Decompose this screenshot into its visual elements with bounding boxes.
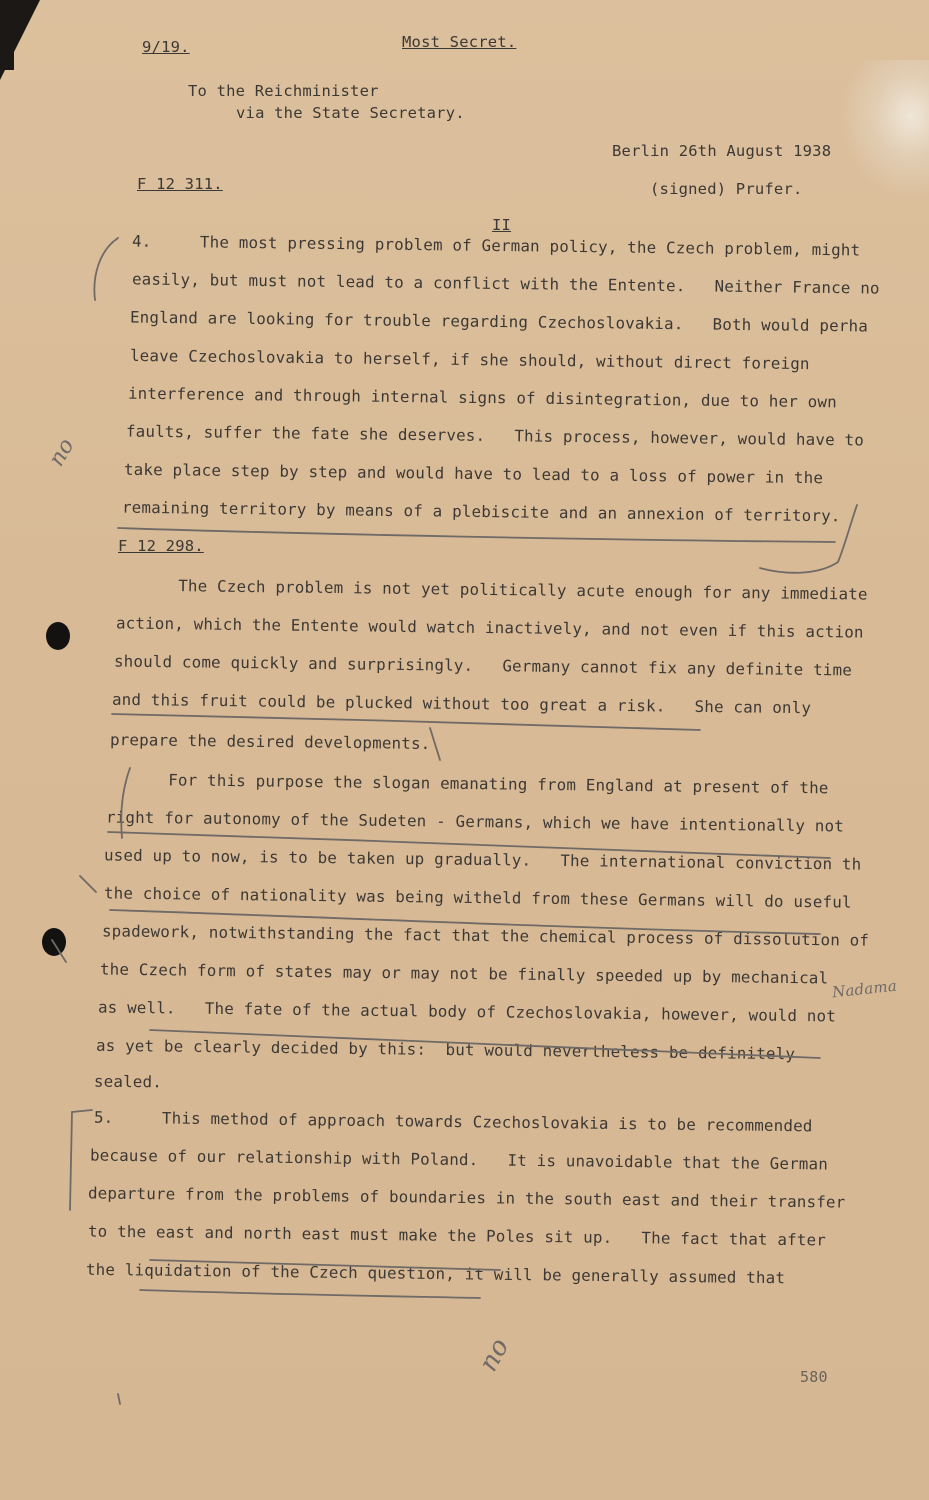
text-line: 5. This method of approach towards Czechoslovakia is to be recommended: [93, 1107, 813, 1136]
section-numeral: II: [492, 216, 512, 234]
text-line: interference and through internal signs of disintegration, due to her own: [127, 383, 837, 412]
text-line: leave Czechoslovakia to herself, if she should, without direct foreign: [129, 345, 810, 374]
margin-tick-1: [80, 876, 96, 892]
text-line: faults, suffer the fate she deserves. This process, however, would have to: [125, 421, 865, 450]
text-line: departure from the problems of boundaries in the south east and their transfer: [87, 1183, 846, 1212]
margin-bracket-para4: [94, 238, 118, 300]
underline-czech-question: [140, 1290, 480, 1298]
text-line: England are looking for trouble regarding Czechoslovakia. Both would perha: [129, 307, 869, 336]
text-line: the choice of nationality was being witheld from these Germans will do useful: [103, 883, 852, 912]
text-line: right for autonomy of the Sudeten - Germans, which we have intentionally not: [105, 807, 845, 836]
text-line: because of our relationship with Poland. It is unavoidable that the German: [89, 1145, 829, 1174]
classification-heading: Most Secret.: [402, 33, 517, 51]
text-line: 4. The most pressing problem of German policy, the Czech problem, might: [131, 231, 861, 260]
text-line: as well. The fate of the actual body of Czechoslovakia, however, would not: [97, 997, 837, 1026]
text-line: the liquidation of the Czech question, it will be generally assumed that: [85, 1259, 786, 1288]
underline-remaining-territory: [118, 528, 835, 542]
text-line: used up to now, is to be taken up gradually. The international conviction th: [103, 845, 862, 874]
text-line: take place step by step and would have to lead to a loss of power in the: [123, 459, 824, 488]
paper-tear-mark: [839, 60, 929, 200]
underline-fruit-plucked: [112, 714, 700, 730]
text-line: The Czech problem is not yet politically acute enough for any immediate: [119, 575, 868, 604]
signature-line: (signed) Prufer.: [650, 180, 803, 198]
handwritten-bottom-note: no: [473, 1333, 516, 1377]
text-line: the Czech form of states may or may not be finally speeded up by mechanical: [99, 959, 829, 988]
addressee-line-1: To the Reichminister: [188, 82, 379, 100]
scan-corner-shadow: [0, 0, 40, 80]
closing-bracket-para4: [838, 505, 857, 562]
text-line: easily, but must not lead to a conflict with the Entente. Neither France no: [131, 269, 880, 298]
handwritten-margin-note: no: [44, 434, 80, 471]
text-line: and this fruit could be plucked without too great a risk. She can only: [111, 689, 812, 718]
margin-bracket-para5: [70, 1112, 72, 1210]
text-line: as yet be clearly decided by this: but would nevertheless be definitely: [95, 1035, 796, 1064]
text-line: to the east and north east must make the Poles sit up. The fact that after: [87, 1221, 827, 1250]
place-and-date: Berlin 26th August 1938: [612, 142, 832, 160]
margin-bracket-para5-top: [72, 1110, 92, 1112]
slash-without: [430, 728, 440, 760]
text-line: should come quickly and surprisingly. Germany cannot fix any definite time: [113, 651, 853, 680]
punch-hole-top: [46, 622, 70, 650]
text-line: For this purpose the slogan emanating from England at present of the: [109, 769, 829, 798]
file-number-2: F 12 298.: [118, 537, 204, 555]
text-line: spadework, notwithstanding the fact that the chemical process of dissolution of: [101, 921, 870, 950]
text-line: sealed.: [93, 1071, 163, 1092]
text-line: remaining territory by means of a plebiscite and an annexion of territory.: [121, 497, 841, 526]
page-number: 580: [800, 1368, 828, 1386]
text-line: action, which the Entente would watch inactively, and not even if this action: [115, 613, 864, 642]
punch-hole-bottom: [42, 928, 66, 956]
addressee-line-2: via the State Secretary.: [236, 104, 465, 122]
text-line: prepare the desired developments.: [109, 730, 431, 753]
margin-tick-left: [118, 1394, 120, 1404]
handwritten-margin-word: Nadama: [831, 976, 898, 1002]
return-stroke: [760, 562, 838, 573]
document-reference: 9/19.: [142, 38, 190, 56]
file-number-1: F 12 311.: [137, 175, 223, 193]
